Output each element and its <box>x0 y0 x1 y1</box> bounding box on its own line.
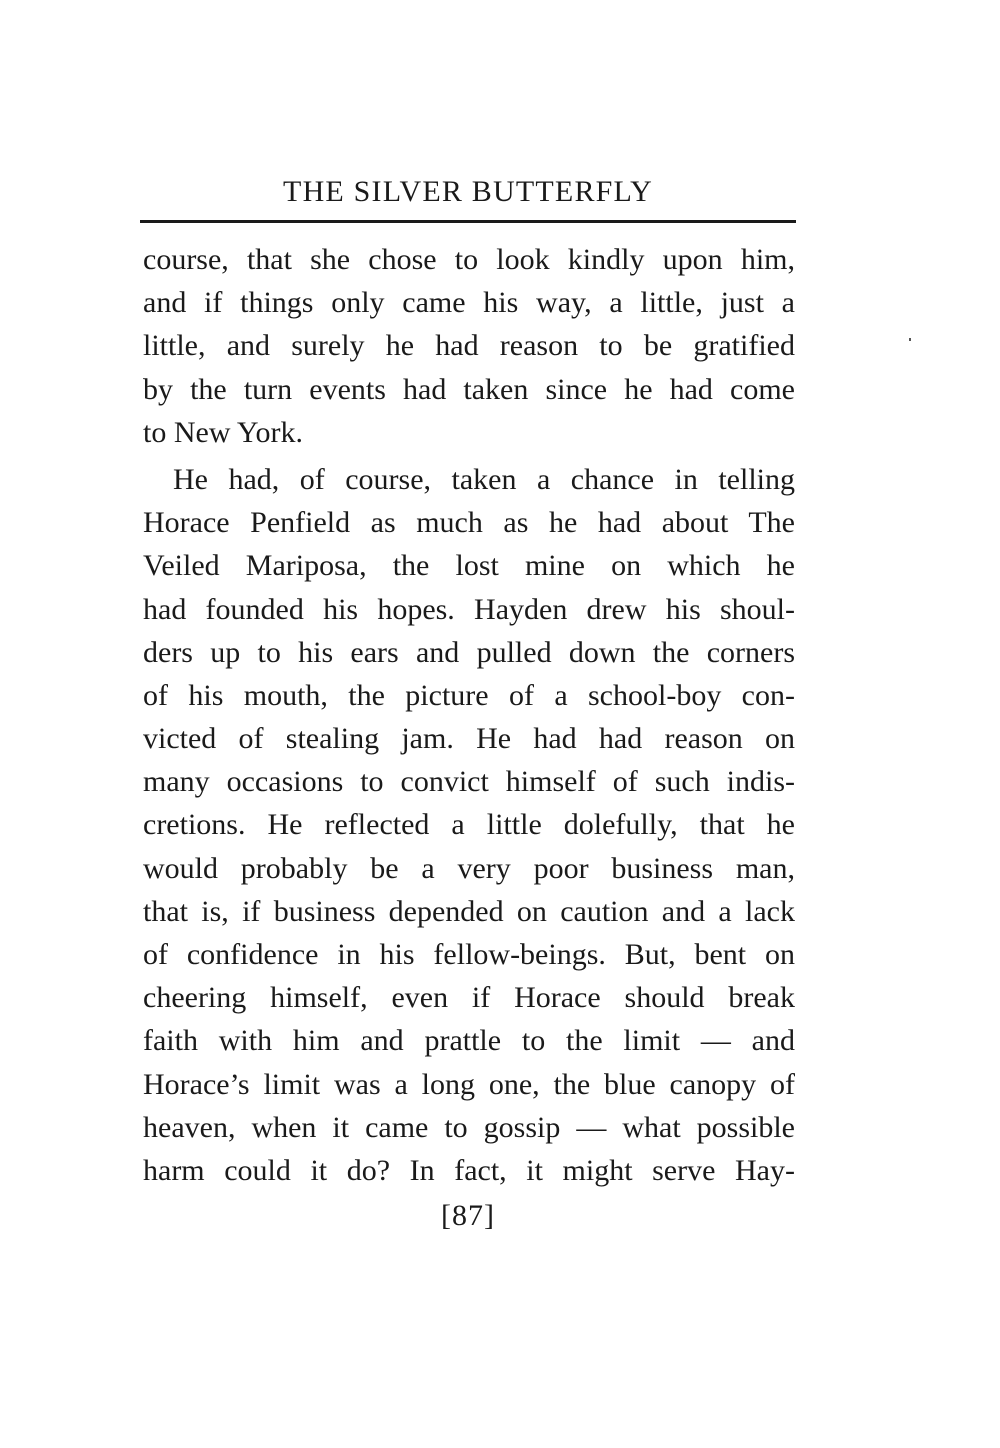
text-line: He had, of course, taken a chance in telling <box>173 462 795 496</box>
text-line: ders up to his ears and pulled down the corners <box>143 635 795 669</box>
text-line: and if things only came his way, a little, just a <box>143 286 795 320</box>
text-line: to New York. <box>143 415 304 449</box>
text-line: heaven, when it came to gossip — what possible <box>143 1110 795 1144</box>
text-line: faith with him and prattle to the limit — and <box>143 1024 795 1058</box>
header-rule <box>140 220 796 223</box>
paragraph-1 <box>143 238 795 454</box>
paragraph-2 <box>143 458 795 1192</box>
text-line: Horace’s limit was a long one, the blue canopy of <box>143 1067 795 1101</box>
text-line: by the turn events had taken since he had come <box>143 372 795 406</box>
body-text <box>143 238 795 1192</box>
text-line: victed of stealing jam. He had had reason on <box>143 722 795 756</box>
text-line: Horace Penfield as much as he had about The <box>143 506 795 540</box>
text-line: of his mouth, the picture of a school-boy con- <box>143 678 795 712</box>
text-line: would probably be a very poor business man, <box>143 851 795 885</box>
text-line: little, and surely he had reason to be gratified <box>143 329 795 363</box>
running-head: THE SILVER BUTTERFLY <box>283 175 653 208</box>
text-line: course, that she chose to look kindly upon him, <box>143 243 795 276</box>
ink-speck <box>909 338 911 341</box>
text-line: cretions. He reflected a little dolefully, that he <box>143 808 795 842</box>
text-line: cheering himself, even if Horace should break <box>143 981 795 1015</box>
text-line: Veiled Mariposa, the lost mine on which he <box>143 549 795 583</box>
text-line: harm could it do? In fact, it might serve Hay- <box>143 1153 795 1187</box>
text-line: had founded his hopes. Hayden drew his shoul- <box>143 592 795 626</box>
page-number: [87] <box>441 1199 495 1232</box>
text-line: of confidence in his fellow-beings. But, bent on <box>143 938 795 971</box>
text-line: many occasions to convict himself of such indis- <box>143 765 795 799</box>
text-line: that is, if business depended on caution and a lack <box>143 894 795 928</box>
